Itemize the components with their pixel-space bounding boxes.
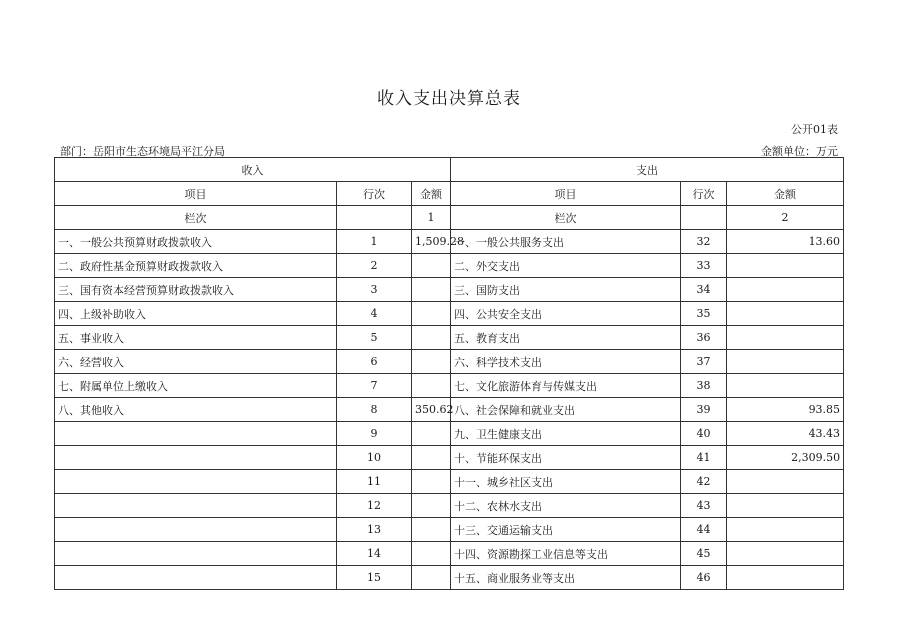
expense-row-no-cell: 44 bbox=[681, 518, 727, 542]
income-row-no-cell: 7 bbox=[337, 374, 412, 398]
expense-row-no-cell: 43 bbox=[681, 494, 727, 518]
expense-amount-cell bbox=[727, 518, 844, 542]
income-row-no-cell: 4 bbox=[337, 302, 412, 326]
expense-item-cell: 五、教育支出 bbox=[451, 326, 681, 350]
form-number: 公开01表 bbox=[791, 123, 838, 136]
income-item-cell bbox=[55, 422, 337, 446]
income-item-cell: 二、政府性基金预算财政拨款收入 bbox=[55, 254, 337, 278]
income-col-index: 1 bbox=[412, 206, 451, 230]
table-row bbox=[55, 422, 844, 446]
table-row bbox=[55, 518, 844, 542]
income-row-no-cell: 11 bbox=[337, 470, 412, 494]
income-row-no-cell: 13 bbox=[337, 518, 412, 542]
income-lanci-empty bbox=[337, 206, 412, 230]
expense-amount-cell bbox=[727, 542, 844, 566]
expense-amount-cell bbox=[727, 494, 844, 518]
income-item-cell: 四、上级补助收入 bbox=[55, 302, 337, 326]
table-row bbox=[55, 542, 844, 566]
expense-amount-cell: 93.85 bbox=[727, 398, 844, 422]
expense-col-index: 2 bbox=[727, 206, 844, 230]
income-row-no-cell: 5 bbox=[337, 326, 412, 350]
income-row-no-cell: 6 bbox=[337, 350, 412, 374]
income-amount-cell: 1,509.28 bbox=[412, 230, 451, 254]
table-row bbox=[55, 230, 844, 254]
expense-item-cell: 十四、资源勘探工业信息等支出 bbox=[451, 542, 681, 566]
table-row bbox=[55, 374, 844, 398]
income-item-cell: 八、其他收入 bbox=[55, 398, 337, 422]
expense-amount-cell: 13.60 bbox=[727, 230, 844, 254]
expense-lanci-label: 栏次 bbox=[451, 206, 681, 230]
income-item-cell bbox=[55, 470, 337, 494]
income-amount-cell: 350.62 bbox=[412, 398, 451, 422]
income-item-cell: 六、经营收入 bbox=[55, 350, 337, 374]
expense-row-no-cell: 42 bbox=[681, 470, 727, 494]
expense-row-no-header: 行次 bbox=[681, 182, 727, 206]
income-amount-cell bbox=[412, 446, 451, 470]
income-amount-cell bbox=[412, 566, 451, 590]
expense-section-header: 支出 bbox=[451, 158, 844, 182]
expense-item-cell: 十一、城乡社区支出 bbox=[451, 470, 681, 494]
column-header-row bbox=[55, 182, 844, 206]
expense-item-cell: 一、一般公共服务支出 bbox=[451, 230, 681, 254]
income-amount-cell bbox=[412, 254, 451, 278]
table-row bbox=[55, 302, 844, 326]
expense-row-no-cell: 33 bbox=[681, 254, 727, 278]
income-row-no-cell: 1 bbox=[337, 230, 412, 254]
department-label: 部门：岳阳市生态环境局平江分局 bbox=[60, 145, 225, 158]
income-row-no-cell: 12 bbox=[337, 494, 412, 518]
expense-item-cell: 二、外交支出 bbox=[451, 254, 681, 278]
income-amount-cell bbox=[412, 518, 451, 542]
income-item-cell: 一、一般公共预算财政拨款收入 bbox=[55, 230, 337, 254]
page-title: 收入支出决算总表 bbox=[377, 89, 521, 109]
expense-amount-cell bbox=[727, 350, 844, 374]
table-row bbox=[55, 470, 844, 494]
expense-amount-header: 金额 bbox=[727, 182, 844, 206]
amount-unit-label: 金额单位：万元 bbox=[761, 145, 838, 158]
expense-amount-cell bbox=[727, 302, 844, 326]
expense-amount-cell bbox=[727, 326, 844, 350]
income-item-cell: 三、国有资本经营预算财政拨款收入 bbox=[55, 278, 337, 302]
expense-amount-cell bbox=[727, 470, 844, 494]
expense-lanci-empty bbox=[681, 206, 727, 230]
income-item-cell: 七、附属单位上缴收入 bbox=[55, 374, 337, 398]
income-amount-cell bbox=[412, 422, 451, 446]
column-index-row bbox=[55, 206, 844, 230]
expense-row-no-cell: 34 bbox=[681, 278, 727, 302]
table-row bbox=[55, 350, 844, 374]
income-row-no-cell: 8 bbox=[337, 398, 412, 422]
income-row-no-header: 行次 bbox=[337, 182, 412, 206]
table-row bbox=[55, 398, 844, 422]
income-expense-table bbox=[54, 157, 844, 590]
expense-row-no-cell: 46 bbox=[681, 566, 727, 590]
income-section-header: 收入 bbox=[55, 158, 451, 182]
expense-item-cell: 六、科学技术支出 bbox=[451, 350, 681, 374]
expense-row-no-cell: 41 bbox=[681, 446, 727, 470]
expense-amount-cell bbox=[727, 254, 844, 278]
income-amount-cell bbox=[412, 302, 451, 326]
section-header-row bbox=[55, 158, 844, 182]
expense-item-cell: 十二、农林水支出 bbox=[451, 494, 681, 518]
income-amount-header: 金额 bbox=[412, 182, 451, 206]
expense-item-cell: 三、国防支出 bbox=[451, 278, 681, 302]
income-row-no-cell: 2 bbox=[337, 254, 412, 278]
expense-amount-cell bbox=[727, 566, 844, 590]
income-amount-cell bbox=[412, 278, 451, 302]
table-row bbox=[55, 254, 844, 278]
income-item-cell bbox=[55, 566, 337, 590]
expense-item-cell: 四、公共安全支出 bbox=[451, 302, 681, 326]
expense-item-cell: 十、节能环保支出 bbox=[451, 446, 681, 470]
income-item-cell bbox=[55, 494, 337, 518]
income-amount-cell bbox=[412, 470, 451, 494]
income-item-cell bbox=[55, 446, 337, 470]
expense-row-no-cell: 40 bbox=[681, 422, 727, 446]
expense-item-cell: 八、社会保障和就业支出 bbox=[451, 398, 681, 422]
table-row bbox=[55, 278, 844, 302]
expense-item-cell: 九、卫生健康支出 bbox=[451, 422, 681, 446]
table-row bbox=[55, 326, 844, 350]
expense-row-no-cell: 32 bbox=[681, 230, 727, 254]
expense-item-cell: 十三、交通运输支出 bbox=[451, 518, 681, 542]
income-amount-cell bbox=[412, 374, 451, 398]
income-row-no-cell: 9 bbox=[337, 422, 412, 446]
income-item-cell bbox=[55, 518, 337, 542]
expense-amount-cell bbox=[727, 374, 844, 398]
expense-row-no-cell: 37 bbox=[681, 350, 727, 374]
table-row bbox=[55, 446, 844, 470]
expense-amount-cell: 43.43 bbox=[727, 422, 844, 446]
income-amount-cell bbox=[412, 350, 451, 374]
income-amount-cell bbox=[412, 542, 451, 566]
income-amount-cell bbox=[412, 494, 451, 518]
income-item-header: 项目 bbox=[55, 182, 337, 206]
expense-row-no-cell: 39 bbox=[681, 398, 727, 422]
expense-row-no-cell: 45 bbox=[681, 542, 727, 566]
expense-row-no-cell: 35 bbox=[681, 302, 727, 326]
income-row-no-cell: 10 bbox=[337, 446, 412, 470]
income-amount-cell bbox=[412, 326, 451, 350]
table-row bbox=[55, 494, 844, 518]
income-item-cell: 五、事业收入 bbox=[55, 326, 337, 350]
income-row-no-cell: 14 bbox=[337, 542, 412, 566]
expense-amount-cell bbox=[727, 278, 844, 302]
expense-row-no-cell: 38 bbox=[681, 374, 727, 398]
expense-row-no-cell: 36 bbox=[681, 326, 727, 350]
expense-amount-cell: 2,309.50 bbox=[727, 446, 844, 470]
table-row bbox=[55, 566, 844, 590]
expense-item-header: 项目 bbox=[451, 182, 681, 206]
income-lanci-label: 栏次 bbox=[55, 206, 337, 230]
income-item-cell bbox=[55, 542, 337, 566]
expense-item-cell: 十五、商业服务业等支出 bbox=[451, 566, 681, 590]
income-row-no-cell: 15 bbox=[337, 566, 412, 590]
expense-item-cell: 七、文化旅游体育与传媒支出 bbox=[451, 374, 681, 398]
income-row-no-cell: 3 bbox=[337, 278, 412, 302]
